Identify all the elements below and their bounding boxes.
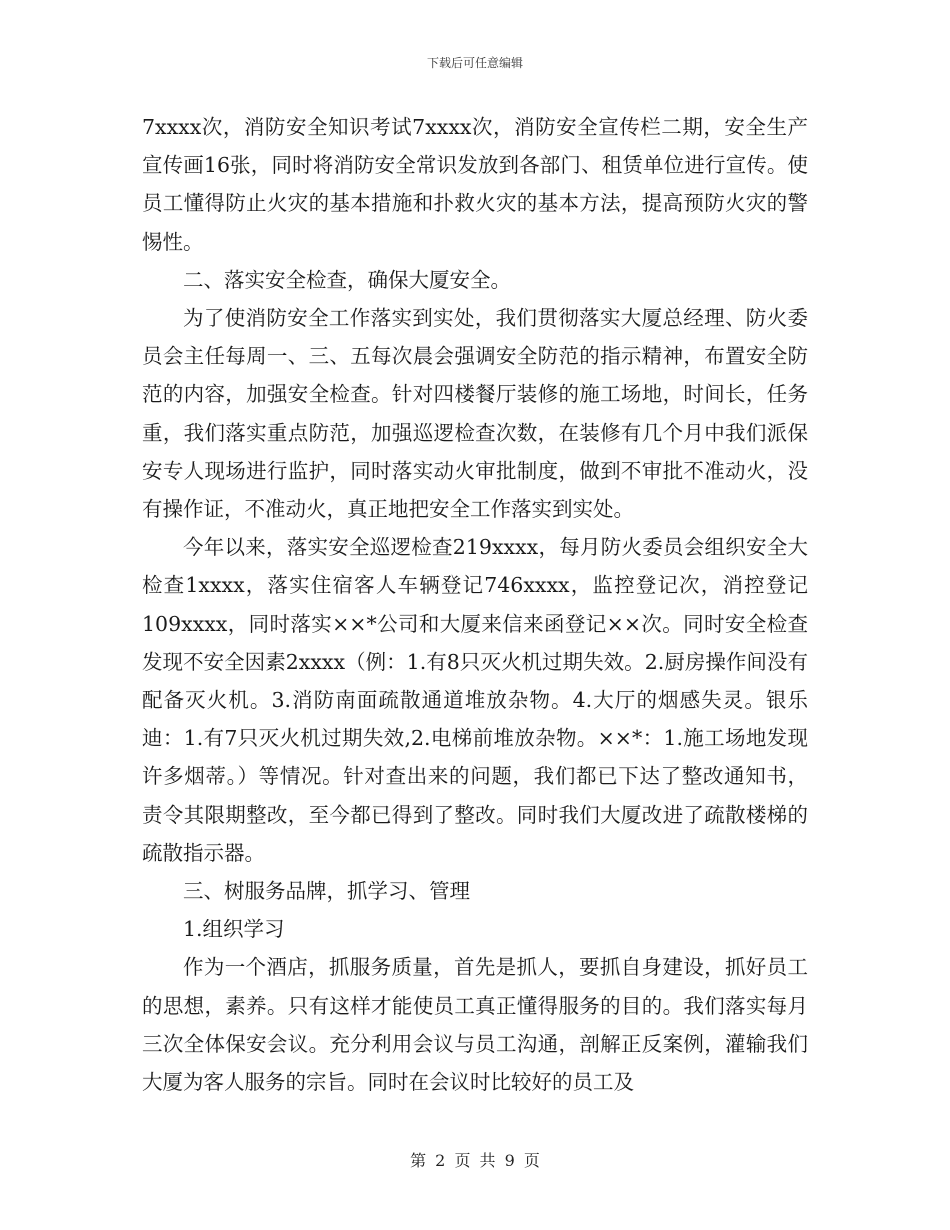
page-header: 下载后可任意编辑	[426, 56, 523, 70]
document-body	[142, 108, 808, 1101]
paragraph-safety-implementation: 为了使消防安全工作落实到实处，我们贯彻落实大厦总经理、防火委员会主任每周一、三、五每次晨会强调安全防范的指示精神，布置安全防范的内容，加强安全检查。针对四楼餐厅装修的施工场地，时间长，任务重，我们落实重点防范，加强巡逻检查次数，在装修有几个月中我们派保安专人现场进行监护，同时落实动火审批制度，做到不审批不准动火，没有操作证，不准动火，真正地把安全工作落实到实处。	[142, 306, 808, 522]
section-heading-service-brand: 三、树服务品牌，抓学习、管理	[183, 879, 470, 904]
paragraph-patrol-statistics: 今年以来，落实安全巡逻检查219xxxx，每月防火委员会组织安全大检查1xxxx，落实住宿客人车辆登记746xxxx，监控登记次，消控登记109xxxx，同时落实××*公司和大厦来信来函登记××次。同时安全检查发现不安全因素2xxxx（例：1.有8只灭火机过期失效。2.厨房操作间没有配备灭火机。3.消防南面疏散通道堆放杂物。4.大厅的烟感失灵。银乐迪：1.有7只灭火机过期失效,2.电梯前堆放杂物。××*：1.施工场地发现许多烟蒂。）等情况。针对查出来的问题，我们都已下达了整改通知书，责令其限期整改，至今都已得到了整改。同时我们大厦改进了疏散楼梯的疏散指示器。	[142, 535, 808, 865]
section-heading-safety-inspection: 二、落实安全检查，确保大厦安全。	[183, 267, 511, 292]
subheading-organize-learning: 1.组织学习	[183, 917, 285, 942]
page-footer: 第 2 页 共 9 页	[410, 1151, 540, 1170]
paragraph-publicity-continued: 7xxxx次，消防安全知识考试7xxxx次，消防安全宣传栏二期，安全生产宣传画16张，同时将消防安全常识发放到各部门、租赁单位进行宣传。使员工懂得防止火灾的基本措施和扑救火灾的基本方法，提高预防火灾的警惕性。	[142, 115, 808, 254]
paragraph-service-quality: 作为一个酒店，抓服务质量，首先是抓人，要抓自身建设，抓好员工的思想，素养。只有这样才能使员工真正懂得服务的目的。我们落实每月三次全体保安会议。充分利用会议与员工沟通，剖解正反案例，灌输我们大厦为客人服务的宗旨。同时在会议时比较好的员工及	[142, 955, 808, 1095]
